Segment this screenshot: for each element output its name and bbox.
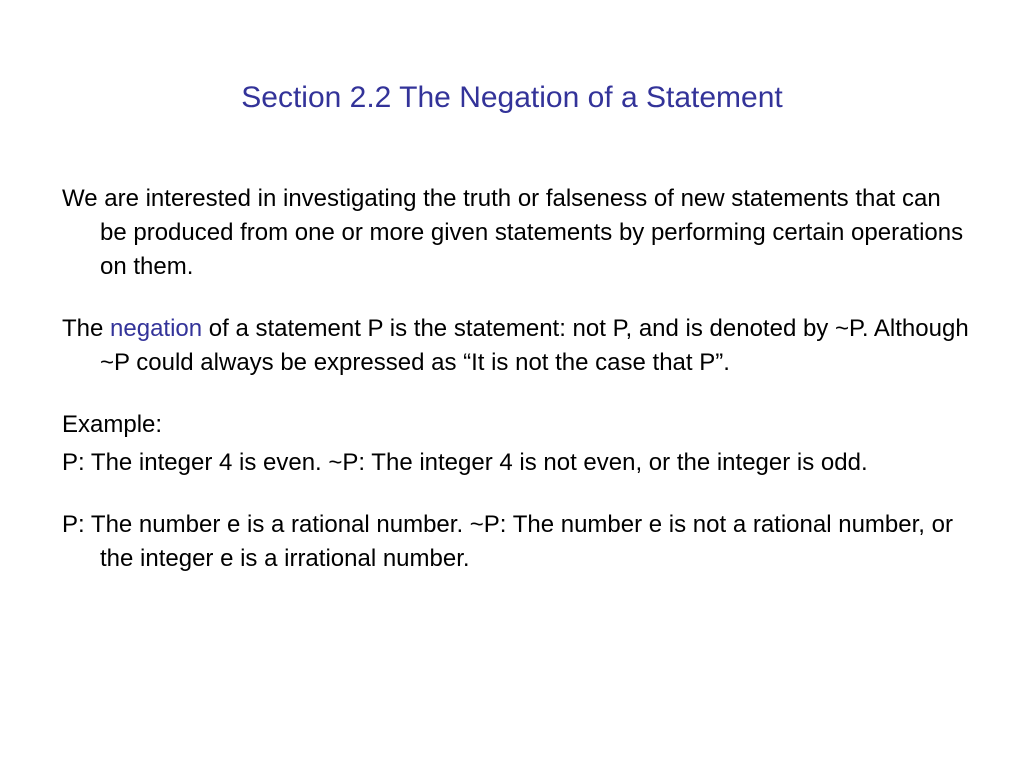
intro-paragraph: We are interested in investigating the truth or falseness of new statements that can be produced from one or more given statements by performing certain operations on them. [62,185,964,280]
negation-term: negation [110,315,203,342]
slide-body [62,182,972,576]
negation-prefix: The [62,315,111,342]
example-2-paragraph: P: The number e is a rational number. ~P: The number e is not a rational number, or the integer e is a irrational number. [62,511,953,572]
negation-rest: of a statement P is the statement: not P, and is denoted by ~P. Although ~P could always be expressed as “It is not the case that P”. [100,315,969,376]
example-label: Example: [62,411,163,438]
negation-definition-paragraph [62,312,972,380]
slide-title: Section 2.2 The Negation of a Statement [241,81,783,114]
example-1-paragraph: P: The integer 4 is even. ~P: The integer 4 is not even, or the integer is odd. [62,449,868,476]
